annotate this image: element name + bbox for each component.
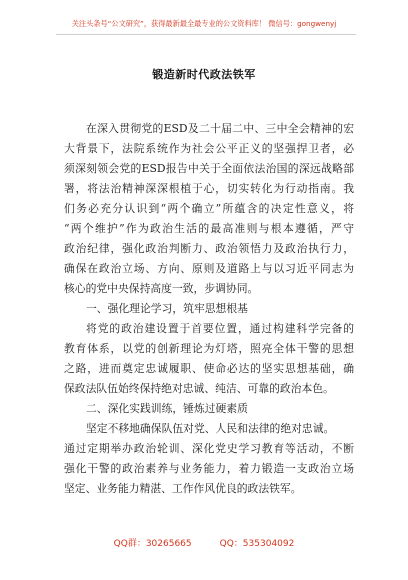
document-title: 锻造新时代政法铁军 (152, 68, 256, 81)
paragraph-line: 署，将法治精神深深根植于心，切实转化为行动指南。我 (64, 182, 354, 195)
footer-qq-number: QQ：535304092 (219, 539, 295, 549)
paragraph-line: 将党的政治建设置于首要位置，通过构建科学完备的 (86, 322, 354, 335)
header-banner (0, 19, 408, 29)
paragraph-line: 强化干警的政治素养与业务能力，着力锻造一支政治立场 (64, 462, 354, 475)
paragraph-line: 们务必充分认识到“两个确立”所蕴含的决定性意义，将 (64, 202, 354, 215)
document-body (64, 119, 354, 499)
header-divider (56, 34, 356, 35)
paragraph-line: 之路，进而奠定忠诚履职、使命必达的坚实思想基础，确 (64, 362, 354, 375)
section-heading: 二、深化实践训练，锤炼过硬素质 (86, 402, 248, 415)
section-heading: 一、强化理论学习，筑牢思想根基 (86, 302, 248, 315)
paragraph-line: 坚定、业务能力精湛、工作作风优良的政法铁军。 (64, 482, 302, 495)
paragraph-line: “两个维护”作为政治生活的最高准则与根本遵循，严守 (64, 222, 354, 235)
paragraph-line: 通过定期举办政治轮训、深化党史学习教育等活动，不断 (64, 442, 354, 455)
paragraph-line: 大背景下，法院系统作为社会公平正义的坚强捍卫者，必 (64, 142, 354, 155)
paragraph-line: 教育体系，以党的创新理论为灯塔，照亮全体干警的思想 (64, 342, 354, 355)
paragraph-line: 核心的党中央保持高度一致，步调协同。 (64, 282, 259, 295)
paragraph-line: 须深刻领会党的ESD报告中关于全面依法治国的深远战略部 (64, 162, 354, 175)
paragraph-line: 坚定不移地确保队伍对党、人民和法律的绝对忠诚。 (86, 422, 335, 435)
paragraph-line: 保政法队伍始终保持绝对忠诚、纯洁、可靠的政治本色。 (64, 382, 334, 395)
header-banner-text: 关注头条号“公文研究”，获得最新最全最专业的公文资料库！ 微信号：gongwenyj (71, 19, 337, 28)
paragraph-line: 政治纪律，强化政治判断力、政治领悟力及政治执行力， (64, 242, 354, 255)
paragraph-line: 确保在政治立场、方向、原则及道路上与以习近平同志为 (64, 262, 354, 275)
paragraph-line: 在深入贯彻党的ESD及二十届二中、三中全会精神的宏 (86, 122, 354, 135)
footer-contact (0, 536, 408, 549)
footer-qq-group: QQ群：30265665 (113, 539, 192, 549)
